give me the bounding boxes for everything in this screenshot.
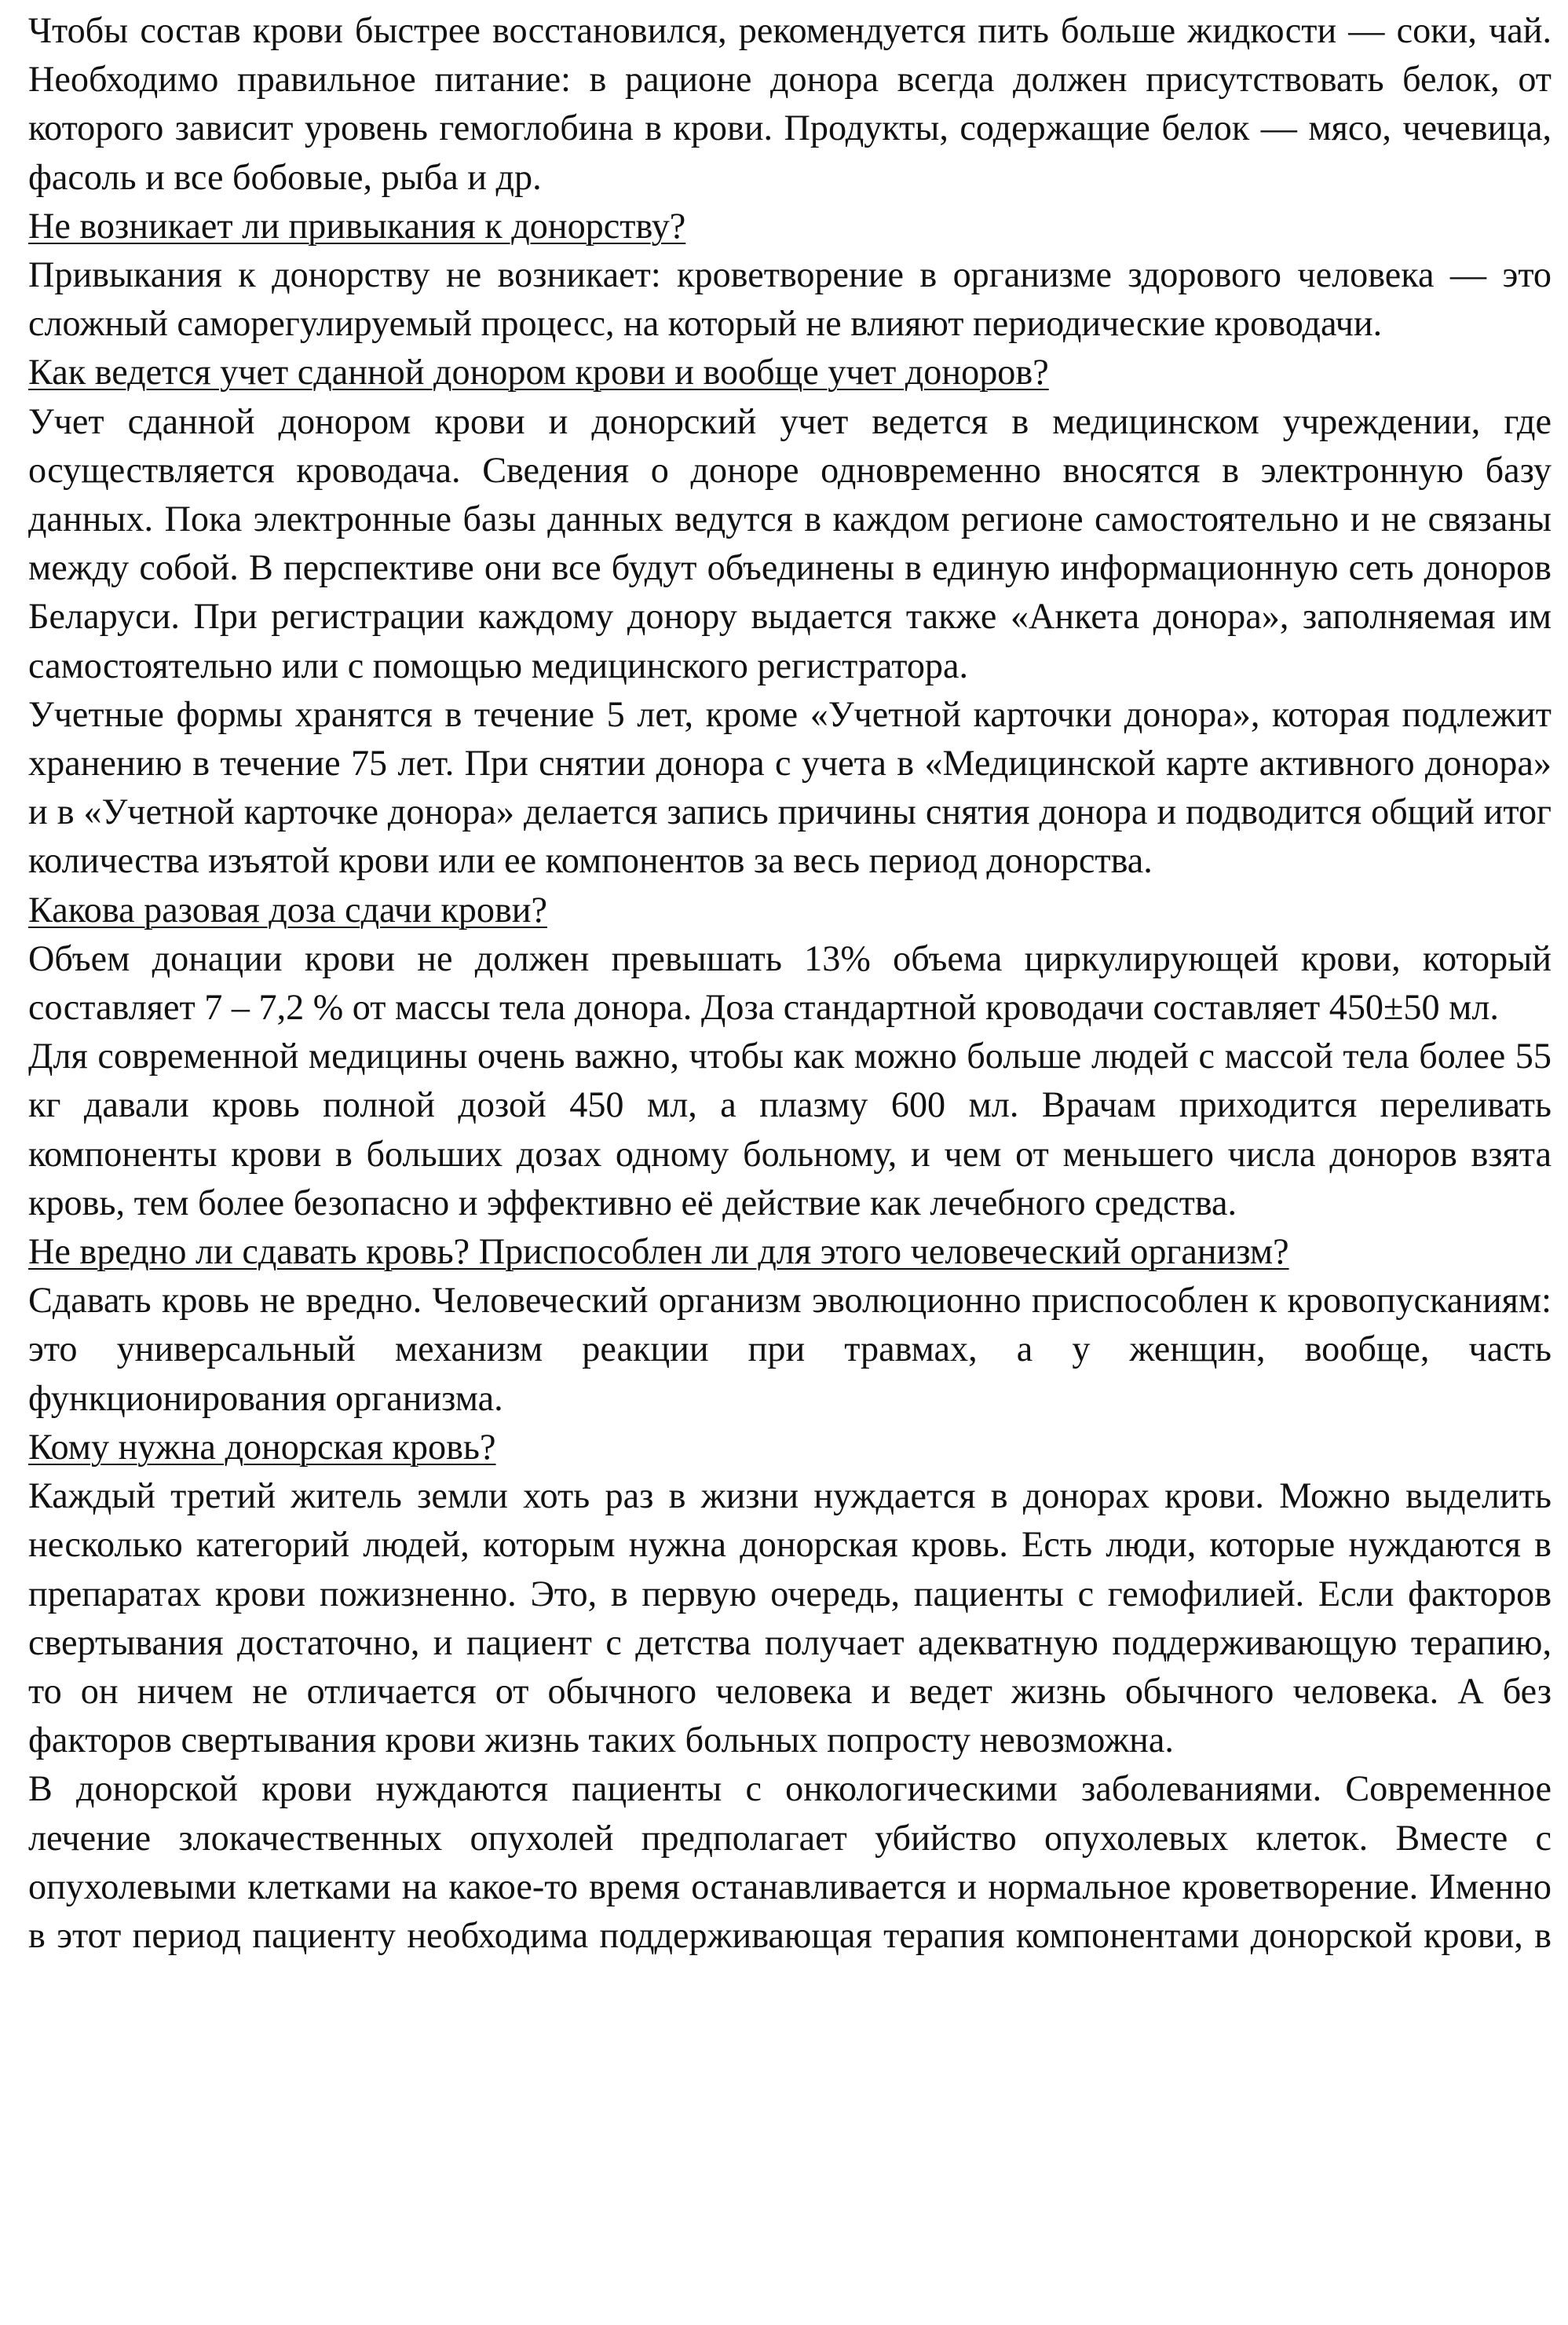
paragraph-oncology-patients: В донорской крови нуждаются пациенты с онкологическими заболеваниями. Современное лечение злокачественных опухолей предполагает убийство опухолевых клеток. Вместе с опухолевыми клетками на какое-то время останавливается и нормальное кроветворение. Именно в этот период пациенту необходима поддерживающая терапия компонентами донорской крови, в (28, 1768, 1552, 1955)
paragraph-is-it-harmful: Сдавать кровь не вредно. Человеческий организм эволюционно приспособлен к кровопусканиям: это универсальный механизм реакции при травмах, а у женщин, вообще, часть функционирования организма. (28, 1280, 1552, 1418)
paragraph-who-needs-blood: Каждый третий житель земли хоть раз в жизни нуждается в донорах крови. Можно выделить несколько категорий людей, которым нужна донорская кровь. Есть люди, которые нуждаются в препаратах крови пожизненно. Это, в первую очередь, пациенты с гемофилией. Если факторов свертывания достаточно, и пациент с детства получает адекватную поддерживающую терапию, то он ничем не отличается от обычного человека и ведет жизнь обычного человека. А без факторов свертывания крови жизнь таких больных попросту невозможна. (28, 1475, 1552, 1760)
document-page (28, 6, 1552, 1960)
paragraph-recovery-nutrition: Чтобы состав крови быстрее восстановился, рекомендуется пить больше жидкости — соки, чай. Необходимо правильное питание: в рационе донора всегда должен присутствовать белок, от которого зависит уровень гемоглобина в крови. Продукты, содержащие белок — мясо, чечевица, фасоль и все бобовые, рыба и др. (28, 10, 1552, 197)
heading-donor-records: Как ведется учет сданной донором крови и вообще учет доноров? (28, 352, 1049, 393)
heading-is-it-harmful: Не вредно ли сдавать кровь? Приспособлен ли для этого человеческий организм? (28, 1231, 1289, 1272)
paragraph-single-dose: Объем донации крови не должен превышать 13% объема циркулирующей крови, который составляет 7 – 7,2 % от массы тела донора. Доза стандартной кроводачи составляет 450±50 мл. (28, 938, 1552, 1028)
paragraph-donor-records: Учет сданной донором крови и донорский учет ведется в медицинском учреждении, где осуществляется кроводача. Сведения о доноре одновременно вносятся в электронную базу данных. Пока электронные базы данных ведутся в каждом регионе самостоятельно и не связаны между собой. В перспективе они все будут объединены в единую информационную сеть доноров Беларуси. При регистрации каждому донору выдается также «Анкета донора», заполняемая им самостоятельно или с помощью медицинского регистратора. (28, 400, 1552, 685)
heading-addiction: Не возникает ли привыкания к донорству? (28, 205, 686, 246)
heading-who-needs-blood: Кому нужна донорская кровь? (28, 1426, 496, 1467)
paragraph-record-forms: Учетные формы хранятся в течение 5 лет, кроме «Учетной карточки донора», которая подлежит хранению в течение 75 лет. При снятии донора с учета в «Медицинской карте активного донора» и в «Учетной карточке донора» делается запись причины снятия донора и подводится общий итог количества изъятой крови или ее компонентов за весь период донорства. (28, 693, 1552, 881)
heading-single-dose: Какова разовая доза сдачи крови? (28, 889, 547, 930)
paragraph-addiction: Привыкания к донорству не возникает: кроветворение в организме здорового человека — это сложный саморегулируемый процесс, на который не влияют периодические кроводачи. (28, 254, 1552, 344)
paragraph-full-dose: Для современной медицины очень важно, чтобы как можно больше людей с массой тела более 55 кг давали кровь полной дозой 450 мл, а плазму 600 мл. Врачам приходится переливать компоненты крови в больших дозах одному больному, и чем от меньшего числа доноров взята кровь, тем более безопасно и эффективно её действие как лечебного средства. (28, 1036, 1552, 1223)
